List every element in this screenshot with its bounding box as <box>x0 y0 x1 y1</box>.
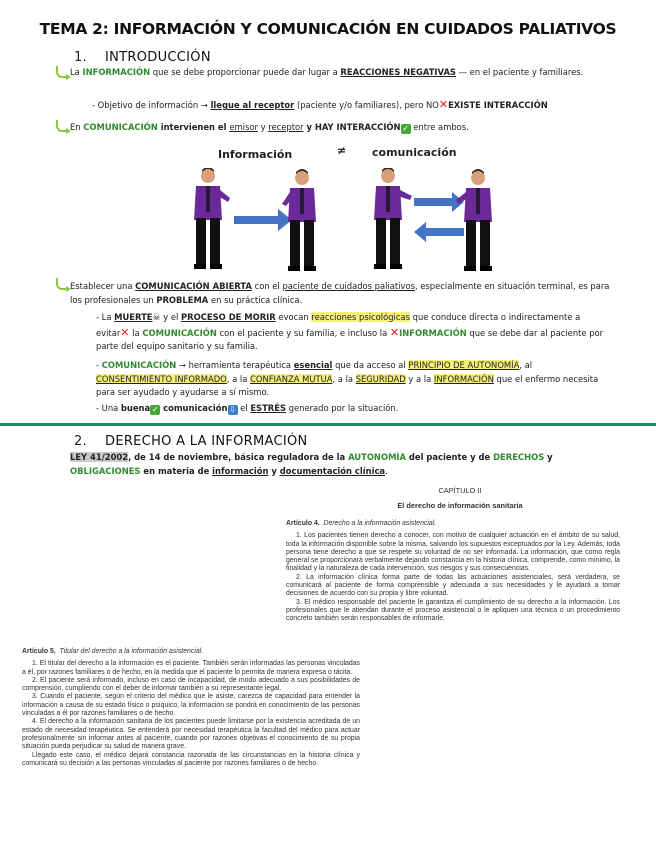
paragraph-comunicacion: En COMUNICACIÓN intervienen el emisor y receptor y HAY INTERACCIÓN ✓ entre ambos. <box>70 122 469 133</box>
article-4 <box>286 520 620 624</box>
arrow-bullet-icon <box>56 120 66 132</box>
cross-icon: ✕ <box>120 325 130 339</box>
article-5-paragraph: Llegado este caso, el médico dejará constancia razonada de las circunstancias en la historia clínica y comunicará su decisión a las personas vinculadas al paciente por razones familiares o de hecho. <box>22 751 360 767</box>
paragraph-comunicacion-abierta: Establecer una COMUNICACIÓN ABIERTA con el paciente de cuidados paliativos, especialmente en situación terminal, es para los profesionales un PROBLEMA en su práctica clínica. <box>70 281 610 305</box>
section-1-heading <box>74 50 211 65</box>
article-5-title: Titular del derecho a la información asistencial. <box>59 648 204 655</box>
paragraph-informacion: La INFORMACIÓN que se debe proporcionar puede dar lugar a REACCIONES NEGATIVAS — en el paciente y familiares. <box>70 67 584 77</box>
article-4-label: Artículo 4. <box>286 520 320 527</box>
chapter-title: El derecho de información sanitaria <box>397 501 523 510</box>
skull-icon: ☠ <box>152 313 161 323</box>
section-divider <box>0 423 656 426</box>
arrow-bullet-icon <box>56 66 66 78</box>
bullet-muerte: - La MUERTE☠ y el PROCESO DE MORIR evocan reacciones psicológicas que conduce directa o indirectamente a evitar✕ la COMUNICACIÓN con el paciente y su familia, e incluso la ✕INFORMACIÓN que se debe dar al paciente por parte del equipo sanitario y su familia. <box>96 312 604 351</box>
chapter-number: CAPÍTULO II <box>438 486 482 495</box>
article-5 <box>22 648 360 768</box>
check-icon: ✓ <box>402 124 409 133</box>
arrow-bullet-icon <box>56 278 66 290</box>
section-2-number: 2. <box>74 434 88 449</box>
diagram-label-comunicacion: comunicación <box>372 146 457 159</box>
person-sender-figure <box>374 168 412 269</box>
diagram-neq: ≠ <box>337 144 347 157</box>
article-4-paragraph: 3. El médico responsable del paciente le garantiza el cumplimiento de su derecho a la información. Los profesionales que le atiendan durante el proceso asistencial o le apliquen una técnica o un procedimiento concreto también serán responsables de informarle. <box>286 598 620 623</box>
arrow-right <box>414 192 464 212</box>
paragraph-objetivo: - Objetivo de información → llegue al receptor (paciente y/o familiares), pero NO✕EXISTE INTERACCIÓN <box>92 98 548 111</box>
article-5-paragraph: 4. El derecho a la información sanitaria de los pacientes puede limitarse por la existencia acreditada de un estado de necesidad terapéutica. Se entenderá por necesidad terapéutica la facultad del médico para actuar profesionalmente sin informar antes al paciente, cuando por razones objetivas el conocimiento de su propia situación pueda perjudicar su salud de manera grave. <box>22 718 360 751</box>
article-5-paragraph: 2. El paciente será informado, incluso en caso de incapacidad, de modo adecuado a sus posibilidades de comprensión, cumpliendo con el deber de informar también a su representante legal. <box>22 676 360 693</box>
article-4-paragraph: 2. La información clínica forma parte de todas las actuaciones asistenciales, será verdadera, se comunicará al paciente de forma comprensible y adecuada a sus necesidades y le ayudará a tomar decisiones de acuerdo con su propia y libre voluntad. <box>286 573 620 598</box>
section-1-title: INTRODUCCIÓN <box>105 50 211 65</box>
article-4-paragraph: 1. Los pacientes tienen derecho a conocer, con motivo de cualquier actuación en el ámbito de su salud, toda la información disponible sobre la misma, salvando los supuestos exceptuados por la Ley. Además, toda persona tiene derecho a que se respete su voluntad de no ser informada. La información, que como regla general se proporcionará verbalmente dejando constancia en la historia clínica, comprende, como mínimo, la finalidad y la naturaleza de cada intervención, sus riesgos y sus consecuencias. <box>286 532 620 573</box>
article-5-paragraph: 1. El titular del derecho a la información es el paciente. También serán informadas las personas vinculadas a él, por razones familiares o de hecho, en la medida que el paciente lo permita de manera expresa o tácita. <box>22 660 360 676</box>
arrow-left <box>414 222 464 242</box>
article-5-paragraph: 3. Cuando el paciente, según el criterio del médico que le asiste, carezca de capacidad para entender la información a causa de su estado físico o psíquico, la información se pondrá en conocimiento de las personas vinculadas a él por razones familiares o de hecho. <box>22 693 360 718</box>
diagram-label-informacion: Información <box>218 148 293 161</box>
section-2-title: DERECHO A LA INFORMACIÓN <box>105 434 308 449</box>
article-4-title: Derecho a la información asistencial. <box>323 520 437 527</box>
section-2-heading <box>74 434 308 449</box>
person-left-figure <box>194 168 230 269</box>
article-5-label: Artículo 5. <box>22 648 56 655</box>
page-title: TEMA 2: INFORMACIÓN Y COMUNICACIÓN EN CUIDADOS PALIATIVOS <box>39 20 617 38</box>
arrow-down-icon: ⇩ <box>229 405 236 414</box>
cross-icon: ✕ <box>389 325 400 339</box>
person-responder-figure <box>456 169 492 271</box>
section-1-number: 1. <box>74 50 88 65</box>
bullet-buena-comunicacion: - Una buena ✓ comunicación ⇩ el ESTRÉS generado por la situación. <box>96 403 399 414</box>
cross-icon: ✕ <box>438 98 449 111</box>
check-icon: ✓ <box>151 405 159 414</box>
bullet-comunicacion-herramienta: - COMUNICACIÓN → herramienta terapéutica esencial que da acceso al PRINCIPIO DE AUTONOMÍA, al CONSENTIMIENTO INFORMADO, a la CONFIANZA MUTUA, a la SEGURIDAD y a la INFORMACIÓN que el enfermo necesita para ser ayudado y ayudarse a sí mismo. <box>96 360 599 397</box>
one-way-arrow <box>234 209 292 231</box>
information-vs-communication-diagram <box>180 168 500 272</box>
law-paragraph: LEY 41/2002, de 14 de noviembre, básica reguladora de la AUTONOMÍA del paciente y de DERECHOS y OBLIGACIONES en materia de información y documentación clínica. <box>70 452 553 476</box>
